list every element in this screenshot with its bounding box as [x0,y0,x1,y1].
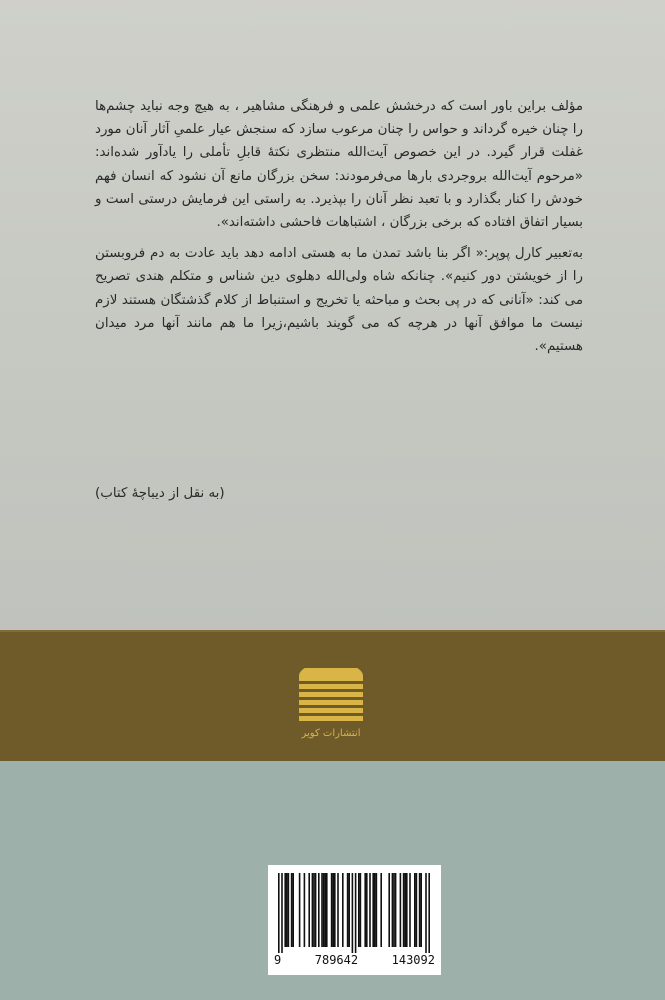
barcode-bar [312,873,314,947]
barcode-bar [393,873,395,947]
barcode-bar [425,873,427,953]
barcode-bar [318,873,320,947]
barcode-bar [366,873,368,947]
barcode-bar [337,873,339,947]
barcode-bar [369,873,371,947]
barcode-bar [400,873,402,947]
barcode-bar [406,873,408,947]
barcode-bar [334,873,336,947]
barcode-bar [409,873,411,947]
logo-bar [299,684,363,689]
barcode-bar [332,873,334,947]
barcode-bar [304,873,306,947]
barcode-bar [388,873,390,947]
barcode-bar [428,873,430,953]
barcode-bar [313,873,315,947]
blurb-paragraph-2: به‌تعبیر کارل پوپر:« اگر بنا باشد تمدن ما به هستی ادامه دهد باید عادت به دم فروبستن را از خویشتن دور کنیم». چنانکه شاه ولی‌الله دهلوی دین شناس و متکلم هندی تصریح می کند: «آنانی که در پی بحث و مباحثه یا تخریج و استنباط از کلام گذشتگان هستند لازم نیست ما موافق آنها در هرچه که می گویند باشیم،زیرا ما هم مانند آنها مرد میدان هستیم». [95,246,583,355]
barcode-bar [360,873,362,947]
barcode-bar [355,873,357,953]
barcode-bar [404,873,406,947]
blurb-text [95,95,583,358]
logo-arch [299,668,363,681]
logo-bar [299,700,363,705]
barcode-bar [315,873,317,947]
barcode-digit-group-right: 143092 [391,953,435,967]
publisher-logo [285,668,377,742]
barcode-bar [374,873,376,947]
barcode-bar [288,873,290,947]
barcode-bar [419,873,421,947]
barcode-bar [364,873,366,947]
barcode-bar [358,873,360,947]
barcode-digits [274,953,435,967]
blurb-paragraph-1: مؤلف براین باور است که درخشش علمی و فرهنگی مشاهیر ، به هیچ وجه نباید چشم‌ها را چنان خیره گرداند و حواس را چنان مرعوب سازد که سنجش عیار علمیِ آثار آنان مورد غفلت قرار گیرد. در این خصوص آیت‌الله منتظری نکتهٔ قابلِ تأملی را یادآور شده‌اند: «مرحوم آیت‌الله بروجردی بارها می‌فرمودند: سخن بزرگان مانع آن نشود که انسان فهم خودش را کنار بگذارد و با تعبد نظر آنان را بپذیرد. به راستی این فرمایش درستی است و بسیار اتفاق افتاده که برخی بزرگان ، اشتباهات فاحشی داشته‌اند». [95,99,583,231]
barcode-bar [348,873,350,947]
barcode-bar [376,873,378,947]
barcode-bar [292,873,294,947]
barcode-bar [342,873,344,947]
barcode-bar [403,873,405,947]
barcode-bar [372,873,374,947]
barcode-bar [352,873,354,953]
barcode-bar [284,873,286,947]
logo-bar [299,716,363,721]
barcode-bar [324,873,326,947]
barcode-digit-prefix: 9 [274,953,282,967]
barcode-bar [420,873,422,947]
barcode-bar [380,873,382,947]
barcode-bar [323,873,325,947]
barcode-bar [321,873,323,947]
barcode-bar [281,873,283,953]
barcode-bar [326,873,328,947]
barcode-bar [414,873,416,947]
barcode-bar [347,873,349,947]
barcode-bar [416,873,418,947]
barcode-bar [392,873,394,947]
barcode-bar [291,873,293,947]
isbn-barcode [268,865,441,975]
barcode-digit-group-left: 789642 [314,953,359,967]
barcode-bar [278,873,280,953]
barcode-bar [395,873,397,947]
logo-bar [299,692,363,697]
barcode-bar [308,873,310,947]
logo-bar [299,708,363,713]
barcode-bar [299,873,301,947]
barcode-bar [286,873,288,947]
logo-wordmark: انتشارات کویر [301,728,361,739]
barcode-bars [268,865,441,953]
barcode-bar [331,873,333,947]
source-note: (به نقل از دیباچهٔ کتاب) [95,486,225,501]
